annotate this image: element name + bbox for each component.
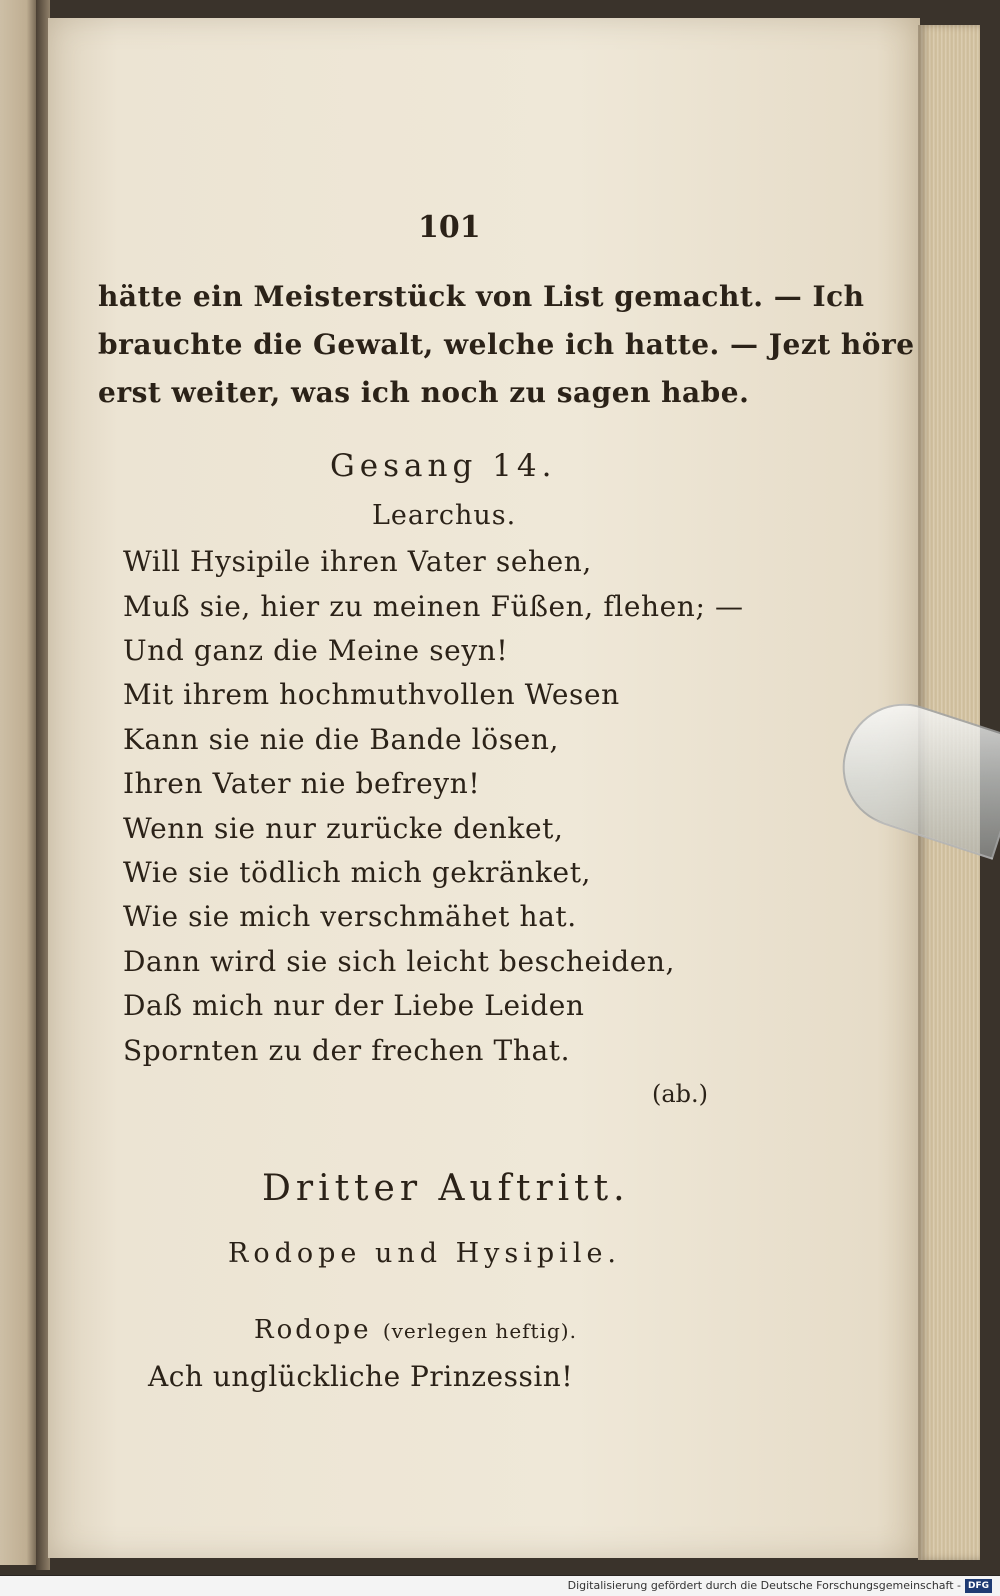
prose-line: brauchte die Gewalt, welche ich hatte. — Jezt höre — [98, 328, 915, 361]
verse-line: Ihren Vater nie befreyn! — [123, 767, 481, 800]
speaker-name: Rodope — [254, 1315, 372, 1345]
stage-direction: (verlegen heftig). — [382, 1319, 577, 1343]
left-page-edge — [0, 0, 38, 1565]
dialogue-line: Ach unglückliche Prinzessin! — [148, 1360, 574, 1393]
verse-line: Muß sie, hier zu meinen Füßen, flehen; — — [123, 590, 744, 623]
dfg-logo: DFG — [965, 1579, 992, 1593]
footer-credit — [0, 1576, 1000, 1596]
page-number: 101 — [418, 210, 481, 245]
speaker-line — [254, 1315, 577, 1345]
verse-line: Und ganz die Meine seyn! — [123, 634, 509, 667]
prose-line: hätte ein Meisterstück von List gemacht. — Ich — [98, 280, 865, 313]
speaker-name: Learchus. — [372, 500, 517, 531]
exit-note: (ab.) — [652, 1080, 709, 1108]
verse-line: Mit ihrem hochmuthvollen Wesen — [123, 678, 620, 711]
footer-text: Digitalisierung gefördert durch die Deutsche Forschungsgemeinschaft - — [567, 1579, 961, 1592]
verse-line: Daß mich nur der Liebe Leiden — [123, 989, 585, 1022]
verse-line: Spornten zu der frechen That. — [123, 1034, 571, 1067]
verse-line: Wenn sie nur zurücke denket, — [123, 812, 564, 845]
song-heading: Gesang 14. — [330, 448, 557, 484]
verse-line: Will Hysipile ihren Vater sehen, — [123, 545, 592, 578]
verse-line: Dann wird sie sich leicht bescheiden, — [123, 945, 676, 978]
prose-line: erst weiter, was ich noch zu sagen habe. — [98, 376, 750, 409]
act-title: Dritter Auftritt. — [262, 1168, 630, 1209]
verse-line: Wie sie mich verschmähet hat. — [123, 900, 577, 933]
cast-line: Rodope und Hysipile. — [228, 1238, 622, 1269]
verse-line: Wie sie tödlich mich gekränket, — [123, 856, 592, 889]
verse-line: Kann sie nie die Bande lösen, — [123, 723, 559, 756]
